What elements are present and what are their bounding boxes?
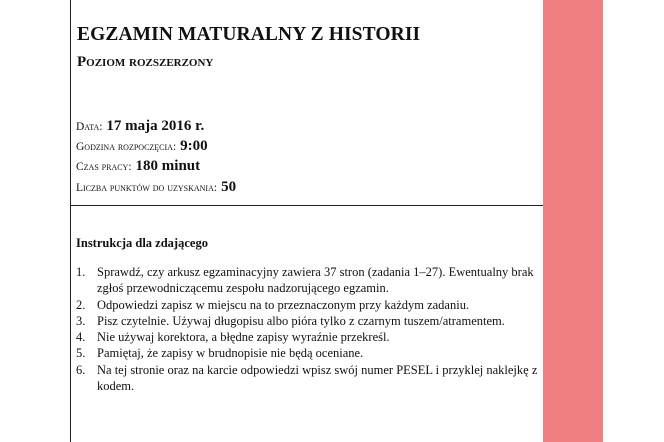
instruction-text: Sprawdź, czy arkusz egzaminacyjny zawiera 37 stron (zadania 1–27). Ewentualny brak zgłoś przewodniczącemu zespołu nadzorującego egzamin. <box>97 265 534 296</box>
meta-value: 17 maja 2016 r. <box>106 118 205 134</box>
instruction-text: Pisz czytelnie. Używaj długopisu albo pióra tylko z czarnym tuszem/atramentem. <box>97 313 505 328</box>
instruction-text: Na tej stronie oraz na karcie odpowiedzi wpisz swój numer PESEL i przyklej naklejkę z kodem. <box>97 362 538 394</box>
instructions-heading: Instrukcja dla zdającego <box>76 236 208 250</box>
meta-value: 9:00 <box>180 138 208 154</box>
exam-title: EGZAMIN MATURALNY Z HISTORII <box>77 24 421 45</box>
instructions-list <box>76 264 542 394</box>
instruction-number: 2. <box>76 297 86 312</box>
instruction-number: 1. <box>76 265 86 279</box>
instruction-item <box>76 313 542 329</box>
instruction-number: 6. <box>76 362 86 377</box>
instruction-number: 3. <box>76 313 86 328</box>
instruction-text: Nie używaj korektora, a błędne zapisy wyraźnie przekreśl. <box>97 330 390 345</box>
section-divider <box>70 205 543 206</box>
instruction-number: 5. <box>76 346 86 361</box>
meta-row-date <box>76 118 204 134</box>
exam-level-color-band <box>543 0 603 442</box>
instruction-item <box>76 362 542 395</box>
instruction-text: Odpowiedzi zapisz w miejscu na to przeznaczonym przy każdym zadaniu. <box>97 297 470 312</box>
exam-level: Poziom rozszerzony <box>77 54 214 70</box>
meta-label: Godzina rozpoczęcia: <box>76 141 177 153</box>
meta-row-duration <box>76 158 200 174</box>
meta-label: Data: <box>76 121 103 133</box>
meta-label: Czas pracy: <box>76 161 132 173</box>
meta-row-points <box>76 179 236 195</box>
meta-value: 180 minut <box>135 158 201 174</box>
instruction-item <box>76 264 542 297</box>
instruction-number: 4. <box>76 330 86 345</box>
left-margin-rule <box>70 0 71 442</box>
instruction-item <box>76 297 542 313</box>
meta-row-start-time <box>76 138 208 154</box>
meta-value: 50 <box>221 179 237 195</box>
instruction-item <box>76 345 542 361</box>
instruction-text: Pamiętaj, że zapisy w brudnopisie nie będą oceniane. <box>97 346 364 361</box>
instruction-item <box>76 329 542 345</box>
meta-label: Liczba punktów do uzyskania: <box>76 182 218 194</box>
